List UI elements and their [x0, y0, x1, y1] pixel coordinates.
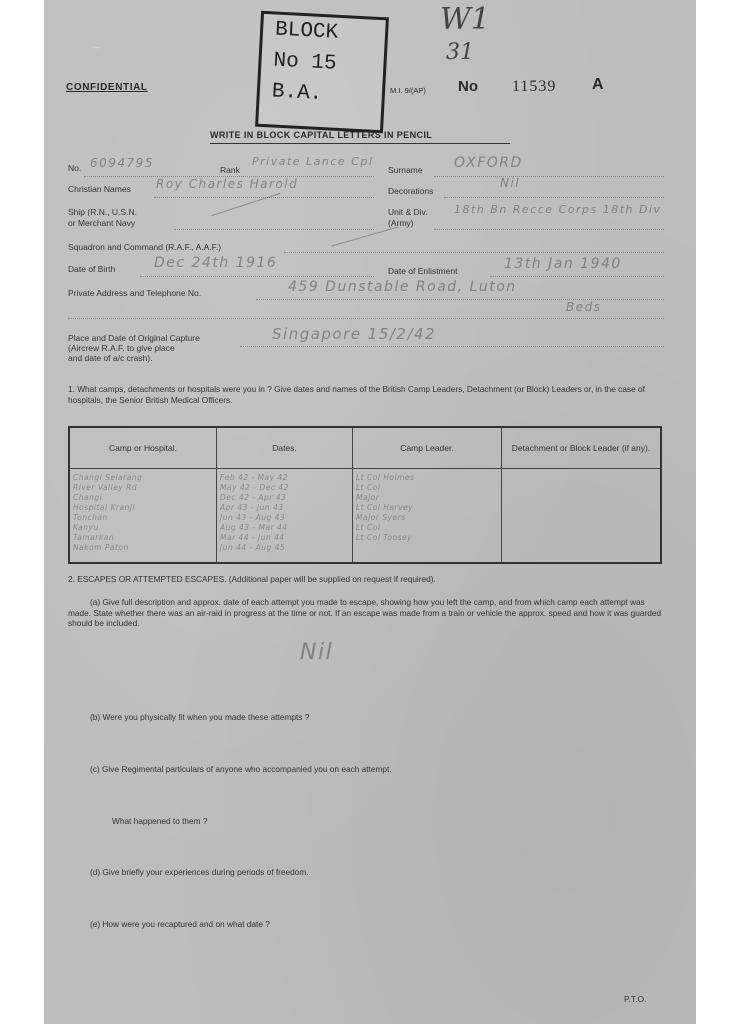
list-item: Feb 42 - May 42: [220, 473, 289, 482]
rule: [434, 229, 664, 230]
ship-label: Ship (R.N., U.S.N.: [68, 207, 137, 217]
list-item: Aug 43 - Mar 44: [220, 523, 288, 532]
rule: [68, 318, 664, 319]
date-of-birth-label: Date of Birth: [68, 264, 116, 274]
list-item: Lt Col: [356, 523, 381, 532]
capture-label-2: (Aircrew R.A.F. to give place: [68, 343, 175, 353]
list-item: Jun 43 - Aug 43: [220, 513, 286, 522]
surname-value: OXFORD: [454, 155, 523, 171]
camps-header-dates: Dates.: [217, 427, 353, 469]
rule: [444, 197, 664, 198]
instruction-heading: WRITE IN BLOCK CAPITAL LETTERS IN PENCIL: [210, 130, 433, 140]
list-item: Nakom Paton: [73, 543, 129, 552]
list-item: Major: [356, 493, 380, 502]
question-1: 1. What camps, detachments or hospitals were you in ? Give dates and names of the British Camp Leaders, Detachment (or Block) Leaders or, in the case of hospitals, the Senior British Medical Officers.: [68, 384, 645, 405]
rule: [490, 276, 664, 277]
camps-header-detachment: Detachment or Block Leader (if any).: [502, 427, 662, 469]
rank-label: Rank: [220, 165, 240, 175]
list-item: Changi Selarang: [73, 473, 143, 482]
camps-col-camp: [69, 469, 217, 564]
address-label: Private Address and Telephone No.: [68, 288, 202, 298]
squadron-label: Squadron and Command (R.A.F., A.A.F.): [68, 242, 222, 252]
corner-handwriting-1: W1: [440, 2, 490, 37]
form-number-value: 11539: [512, 78, 557, 95]
list-item: Kanyu: [73, 523, 99, 532]
list-item: Dec 42 - Apr 43: [220, 493, 287, 502]
rule: [140, 276, 374, 277]
list-item: Changi: [73, 493, 103, 502]
rank-value: Private Lance Cpl: [252, 155, 374, 168]
question-2c: (c) Give Regimental particulars of anyone who accompanied you on each attempt.: [90, 764, 392, 774]
question-2e: (e) How were you recaptured and on what date ?: [90, 919, 270, 929]
form-number-label: No: [458, 78, 478, 95]
corner-handwriting-2: 31: [446, 40, 474, 65]
unit-value: 18th Bn Recce Corps 18th Div: [454, 203, 662, 216]
list-item: May 42 - Dec 42: [220, 483, 289, 492]
list-item: Lt Col Holmes: [356, 473, 415, 482]
address-value-2: Beds: [566, 300, 602, 314]
date-of-enlistment-label: Date of Enlistment: [388, 266, 458, 276]
camps-header-camp: Camp or Hospital.: [69, 427, 217, 469]
rule: [240, 346, 664, 347]
form-reference: M.I. 9/(AP): [390, 86, 426, 95]
instruction-underline: [210, 143, 510, 144]
camps-col-leader: [353, 469, 502, 564]
camps-header-leader: Camp Leader.: [353, 427, 502, 469]
capture-value: Singapore 15/2/42: [272, 325, 437, 343]
list-item: Lt Col Harvey: [356, 503, 414, 512]
question-2a: (a) Give full description and approx. date of each attempt you made to escape, showing how you left the camp, and from which camp each attempt was made. State whether there was an air-raid in progress at the time or not. If an escape was made from a train or vehicle the approx. speed and how it was guarded should be included.: [68, 597, 662, 628]
christian-names-label: Christian Names: [68, 184, 131, 194]
list-item: Tonchan: [73, 513, 108, 522]
unit-label-2: (Army): [388, 218, 414, 228]
rule: [284, 252, 664, 253]
list-item: Major Syers: [356, 513, 406, 522]
pto-label: P.T.O.: [624, 994, 647, 1004]
address-value-1: 459 Dunstable Road, Luton: [288, 279, 517, 295]
list-item: Lt Col Toosey: [356, 533, 413, 542]
confidential-label: CONFIDENTIAL: [66, 82, 148, 93]
date-of-birth-value: Dec 24th 1916: [154, 255, 278, 271]
list-item: Tamarkan: [73, 533, 115, 542]
block-stamp: [255, 11, 389, 134]
stamp-line-3: B.A.: [271, 80, 323, 107]
ship-label-2: or Merchant Navy: [68, 218, 136, 228]
surname-label: Surname: [388, 165, 423, 175]
list-item: Mar 44 - Jun 44: [220, 533, 285, 542]
no-value: 6094795: [90, 156, 154, 170]
date-of-enlistment-value: 13th Jan 1940: [504, 256, 622, 272]
list-item: Lt Col: [356, 483, 381, 492]
camps-table: [68, 426, 662, 564]
question-2c-followup: What happened to them ?: [112, 816, 208, 826]
capture-label: Place and Date of Original Capture: [68, 333, 200, 343]
capture-label-3: and date of a/c crash).: [68, 353, 153, 363]
list-item: Apr 43 - Jun 43: [220, 503, 284, 512]
form-number-suffix: A: [592, 76, 604, 93]
camps-col-dates: [217, 469, 353, 564]
stamp-line-2: No 15: [272, 49, 338, 76]
rule: [174, 229, 374, 230]
faint-corner-mark: ~: [90, 40, 104, 56]
decorations-label: Decorations: [388, 186, 434, 196]
list-item: Jun 44 - Aug 45: [220, 543, 286, 552]
question-2a-answer: Nil: [300, 640, 334, 665]
list-item: Hospital Kranji: [73, 503, 136, 512]
question-2b: (b) Were you physically fit when you made these attempts ?: [90, 712, 310, 722]
question-2-heading: 2. ESCAPES OR ATTEMPTED ESCAPES. (Additional paper will be supplied on request if required).: [68, 574, 436, 584]
decorations-value: Nil: [500, 176, 521, 190]
question-2d: (d) Give briefly your experiences during periods of freedom.: [90, 867, 309, 877]
rule: [256, 299, 664, 300]
camps-col-detachment: [502, 469, 662, 564]
rule: [434, 176, 664, 177]
list-item: River Valley Rd: [73, 483, 138, 492]
document-page: [44, 0, 696, 1024]
stamp-line-1: BLOCK: [274, 18, 339, 45]
unit-label: Unit & Div.: [388, 207, 428, 217]
no-label: No.: [68, 163, 82, 173]
christian-names-value: Roy Charles Harold: [156, 177, 299, 191]
